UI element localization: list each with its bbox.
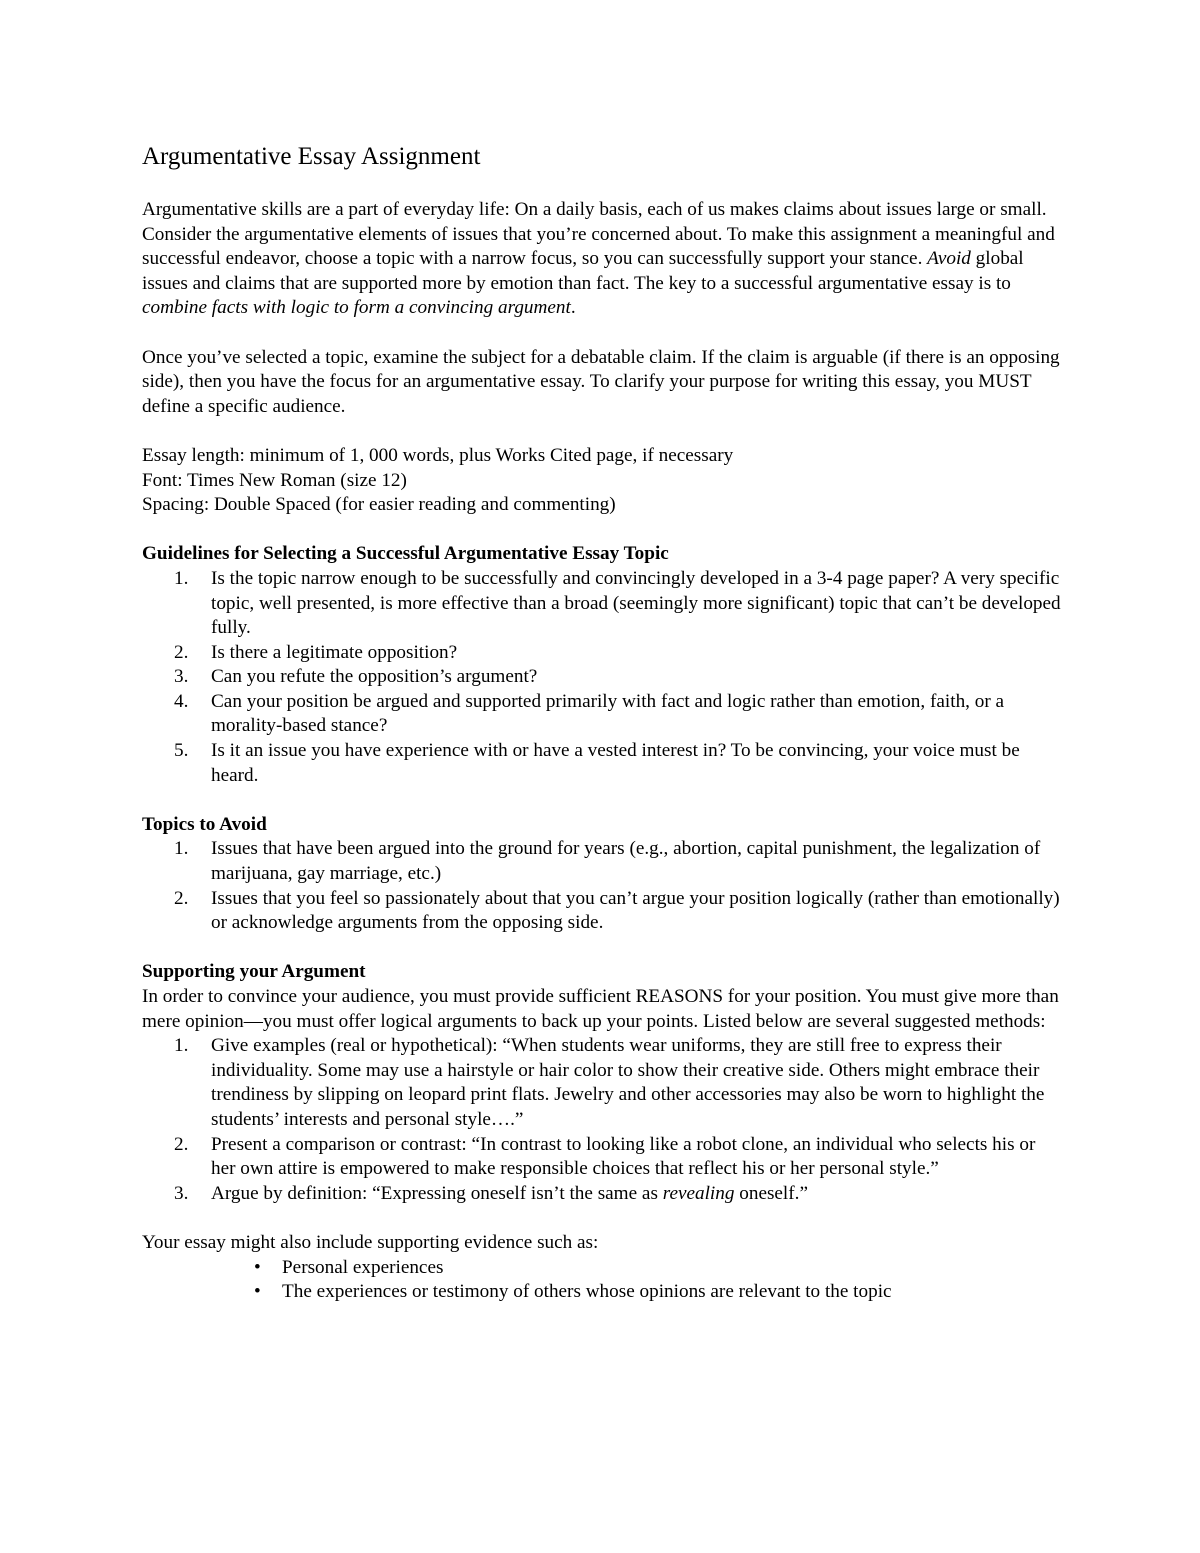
list-number: 2. [174,887,189,909]
list-number: 1. [174,567,189,589]
list-item [142,887,1062,936]
list-item [142,1182,1062,1207]
list-item [142,1280,1062,1305]
list-item [142,690,1062,739]
list-item-text: Can your position be argued and supported primarily with fact and logic rather than emotion, faith, or a morality-based stance? [211,690,1005,737]
intro-text-1: Argumentative skills are a part of everyday life: On a daily basis, each of us makes claims about issues large or small. Consider the argumentative elements of issues that you’re concerned about. To make this assignment a meaningful and successful endeavor, choose a topic with a narrow focus, so you can successfully support your stance. [142,199,1055,270]
supporting-intro: In order to convince your audience, you must provide sufficient REASONS for your position. You must give more than mere opinion—you must offer logical arguments to back up your points. Listed below are several suggested methods: [142,986,1059,1032]
list-number: 5. [174,740,189,762]
document-title: Argumentative Essay Assignment [142,143,481,170]
list-item [142,1034,1062,1132]
intro-key-emphasis: combine facts with logic to form a convincing argument [142,297,571,319]
list-item-text: Issues that you feel so passionately about that you can’t argue your position logically (rather than emotionally) or acknowledge arguments from the opposing side. [211,887,1060,934]
evidence-intro: Your essay might also include supporting evidence such as: [142,1231,599,1253]
intro-text-2: global issues and claims that are supported more by emotion than fact. The key to a successful argumentative essay is to [142,248,1024,294]
list-number: 2. [174,641,189,663]
topics-to-avoid-heading: Topics to Avoid [142,813,267,835]
document-page [142,140,1062,1305]
list-number: 3. [174,666,189,688]
revealing-emphasis: revealing [662,1182,735,1204]
intro-avoid-emphasis: Avoid [927,248,971,270]
list-item-text: Present a comparison or contrast: “In contrast to looking like a robot clone, an individual who selects his or her own attire is empowered to make responsible choices that reflect his or her personal style.” [211,1133,1036,1180]
list-item [142,665,1062,690]
list-number: 1. [174,1035,189,1057]
list-number: 4. [174,690,189,712]
list-item [142,837,1062,886]
list-item [142,641,1062,666]
topic-paragraph: Once you’ve selected a topic, examine the subject for a debatable claim. If the claim is arguable (if there is an opposing side), then you have the focus for an argumentative essay. To clarify your purpose for writing this essay, you MUST define a specific audience. [142,346,1060,417]
topics-to-avoid-list [142,837,1062,935]
supporting-argument-heading: Supporting your Argument [142,961,366,983]
list-item-text: The experiences or testimony of others whose opinions are relevant to the topic [282,1281,892,1303]
list-item [142,567,1062,641]
requirement-length: Essay length: minimum of 1, 000 words, plus Works Cited page, if necessary [142,444,734,466]
requirement-spacing: Spacing: Double Spaced (for easier reading and commenting) [142,494,616,516]
list-item [142,1256,1062,1281]
bullet-icon: • [254,1281,261,1303]
list-item-text: Is there a legitimate opposition? [211,641,458,663]
intro-paragraph [142,198,1062,321]
bullet-icon: • [254,1256,261,1278]
list-number: 3. [174,1182,189,1204]
requirement-font: Font: Times New Roman (size 12) [142,469,407,491]
list-item [142,739,1062,788]
list-item-text: Personal experiences [282,1256,444,1278]
guidelines-list [142,567,1062,788]
intro-end: . [570,297,576,319]
guidelines-heading: Guidelines for Selecting a Successful Argumentative Essay Topic [142,543,669,565]
list-number: 2. [174,1133,189,1155]
list-item [142,1133,1062,1182]
requirements-block [142,444,1062,518]
list-item-text: Can you refute the opposition’s argument? [211,666,538,688]
list-item-text: Is it an issue you have experience with or have a vested interest in? To be convincing, your voice must be heard. [211,740,1020,786]
list-item-text: Give examples (real or hypothetical): “When students wear uniforms, they are still free to express their individuality. Some may use a hairstyle or hair color to show their creative side. Others might embrace their trendiness by slipping on leopard print flats. Jewelry and other accessories may also be worn to highlight the students’ interests and personal style….” [211,1035,1045,1130]
list-item-text: Is the topic narrow enough to be successfully and convincingly developed in a 3-4 page paper? A very specific topic, well presented, is more effective than a broad (seemingly more significant) topic that can’t be developed fully. [211,567,1061,639]
list-number: 1. [174,838,189,860]
supporting-methods-list [142,1034,1062,1206]
list-item-text: Issues that have been argued into the ground for years (e.g., abortion, capital punishment, the legalization of marijuana, gay marriage, etc.) [211,838,1041,885]
list-item-text: Argue by definition: “Expressing oneself isn’t the same as revealing oneself.” [211,1182,808,1204]
evidence-list [142,1256,1062,1305]
